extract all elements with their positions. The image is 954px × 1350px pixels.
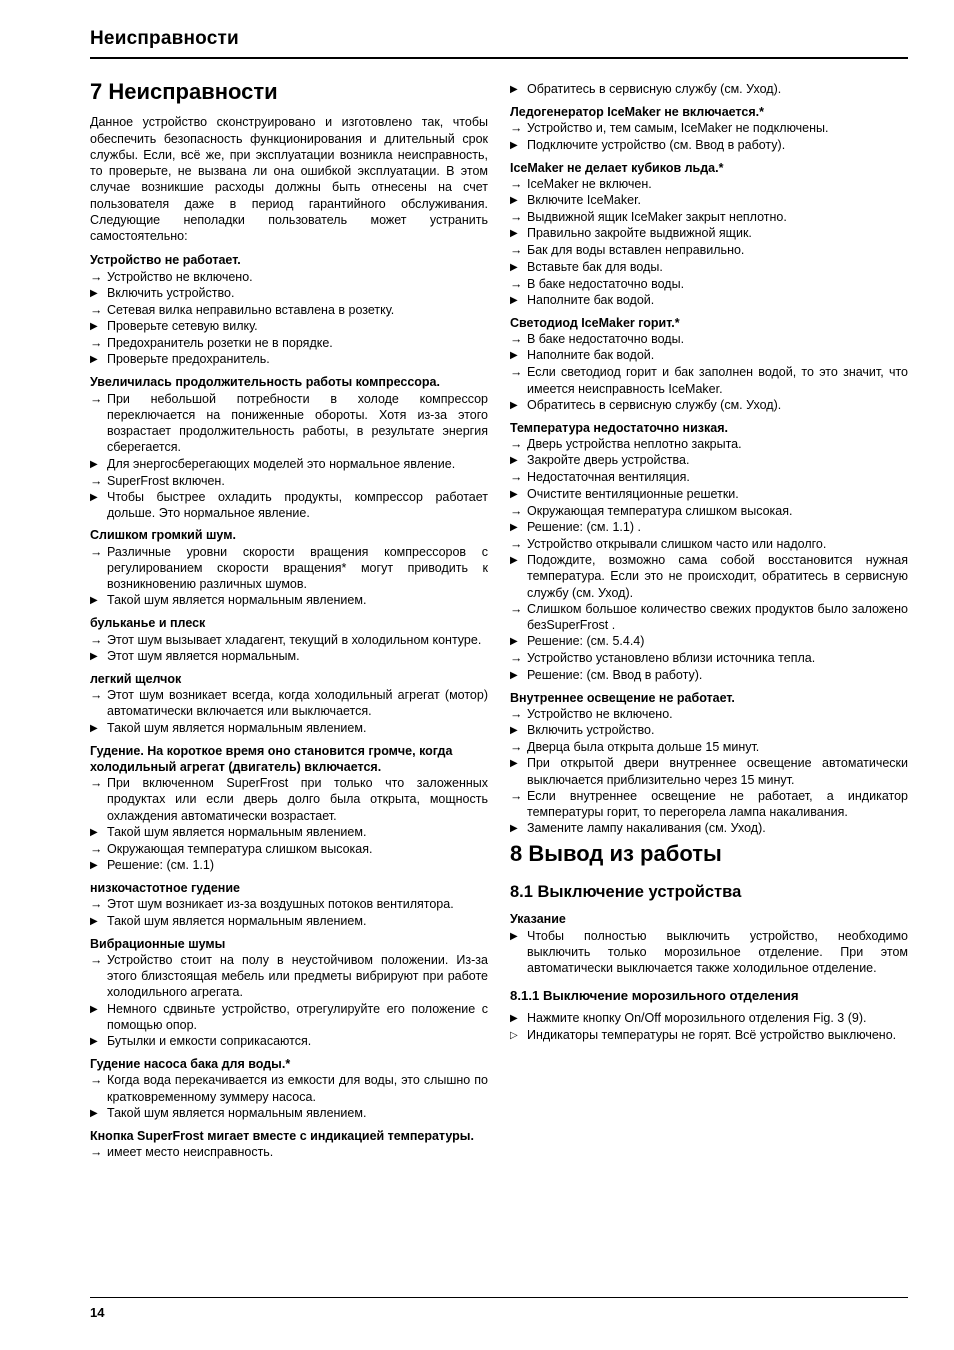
arrow-icon: → — [510, 332, 523, 346]
arrow-icon: → — [90, 688, 103, 703]
section-heading: Гудение насоса бака для воды.* — [90, 1057, 291, 1072]
action-item — [510, 225, 908, 242]
action-item — [90, 456, 488, 473]
arrow-icon: → — [510, 706, 523, 721]
arrow-icon: → — [510, 176, 523, 191]
cause-item — [510, 601, 908, 634]
two-column-layout — [90, 75, 908, 1160]
troubleshooting-section — [510, 160, 908, 309]
arrow-icon: → — [510, 503, 523, 518]
item-text: Такой шум является нормальным явлением. — [107, 1105, 367, 1120]
arrow-icon: → — [90, 269, 103, 284]
triangle-icon: ▶ — [90, 826, 98, 838]
cause-item — [90, 391, 488, 456]
item-text: Проверьте предохранитель. — [107, 352, 270, 367]
cause-item — [90, 473, 488, 489]
section-heading: Указание — [510, 912, 566, 927]
action-item — [510, 452, 908, 469]
item-text: Предохранитель розетки не в порядке. — [107, 336, 333, 351]
arrow-icon: → — [90, 336, 103, 351]
cause-item — [90, 775, 488, 824]
section-heading: Кнопка SuperFrost мигает вместе с индикацией температуры. — [90, 1128, 474, 1143]
troubleshooting-section — [510, 81, 908, 98]
arrow-icon: → — [90, 841, 103, 856]
action-item — [510, 81, 908, 98]
item-text: Когда вода перекачивается из емкости для воды, это слышно по кратковременному зуммеру насоса. — [107, 1073, 488, 1104]
arrow-icon: → — [90, 1145, 103, 1160]
item-text: Такой шум является нормальным явлением. — [107, 824, 367, 839]
troubleshooting-section — [90, 615, 488, 665]
cause-item — [510, 242, 908, 258]
item-text: Решение: (см. 1.1) . — [527, 519, 641, 534]
triangle-icon: ▶ — [510, 758, 518, 770]
cause-item — [510, 436, 908, 452]
arrow-icon: → — [90, 391, 103, 406]
troubleshooting-section — [90, 671, 488, 737]
cause-item — [510, 276, 908, 292]
item-text: Такой шум является нормальным явлением. — [107, 593, 367, 608]
arrow-icon: → — [90, 897, 103, 912]
action-item — [90, 720, 488, 737]
triangle-icon: ▶ — [90, 287, 98, 299]
item-text: Включить устройство. — [527, 723, 655, 737]
arrow-icon: → — [510, 601, 523, 616]
troubleshooting-section — [90, 1128, 488, 1161]
item-text: Если светодиод горит и бак заполнен водой, то это значит, что имеется неисправность IceMaker. — [527, 365, 908, 396]
triangle-icon: ▶ — [90, 595, 98, 607]
action-item — [510, 292, 908, 309]
cause-item — [90, 687, 488, 720]
page-number: 14 — [90, 1305, 105, 1320]
cause-item — [90, 841, 488, 857]
triangle-icon: ▶ — [90, 915, 98, 927]
cause-item — [510, 503, 908, 519]
action-item — [510, 397, 908, 414]
item-text: Устройство не включено. — [527, 706, 673, 721]
action-item — [90, 648, 488, 665]
troubleshooting-section — [510, 690, 908, 838]
item-text: Такой шум является нормальным явлением. — [107, 913, 367, 928]
item-text: Замените лампу накаливания (см. Уход). — [527, 821, 766, 836]
action-item — [510, 519, 908, 536]
section-heading: Увеличилась продолжительность работы компрессора. — [90, 375, 440, 390]
arrow-icon: → — [510, 365, 523, 380]
action-item — [510, 486, 908, 503]
action-item — [90, 592, 488, 609]
item-text: Различные уровни скорости вращения компрессоров с регулированием скорости вращения* могут приводить к возникновению различных шумов. — [107, 544, 488, 592]
item-text: Закройте дверь устройства. — [527, 453, 690, 468]
troubleshooting-section — [90, 936, 488, 1051]
cause-item — [510, 469, 908, 485]
triangle-icon: ▶ — [510, 399, 518, 411]
action-item — [510, 259, 908, 276]
item-text: Наполните бак водой. — [527, 292, 655, 307]
arrow-icon: → — [510, 470, 523, 485]
cause-item — [90, 544, 488, 593]
triangle-icon: ▶ — [90, 321, 98, 333]
item-text: Слишком большое количество свежих продуктов было заложено безSuperFrost . — [527, 601, 908, 632]
item-text: Индикаторы температуры не горят. Всё устройство выключено. — [527, 1028, 897, 1043]
arrow-icon: → — [510, 651, 523, 666]
item-text: IceMaker не включен. — [527, 176, 652, 191]
cause-item — [510, 706, 908, 722]
cause-item — [510, 650, 908, 666]
item-text: Чтобы полностью выключить устройство, необходимо выключить только морозильное отделение. При этом автоматически выключается также холодильное отделение. — [527, 928, 908, 976]
item-text: Подключите устройство (см. Ввод в работу). — [527, 137, 786, 152]
item-text: Устройство открывали слишком часто или надолго. — [527, 536, 827, 551]
arrow-icon: → — [90, 632, 103, 647]
section-heading: IceMaker не делает кубиков льда.* — [510, 160, 724, 175]
section-heading: Светодиод IceMaker горит.* — [510, 315, 680, 330]
troubleshooting-section — [510, 1010, 908, 1044]
section-heading: Слишком громкий шум. — [90, 528, 236, 543]
triangle-icon: ▶ — [90, 458, 98, 470]
cause-item — [510, 788, 908, 821]
section-heading: Температура недостаточно низкая. — [510, 420, 728, 435]
cause-item — [90, 896, 488, 912]
triangle-icon: ▶ — [510, 261, 518, 273]
cause-item — [510, 176, 908, 192]
triangle-icon: ▶ — [510, 823, 518, 835]
subchapter-heading: 8.1 Выключение устройства — [510, 882, 742, 901]
troubleshooting-section — [510, 315, 908, 414]
triangle-icon: ▶ — [510, 1013, 518, 1025]
section-heading: Устройство не работает. — [90, 253, 241, 268]
section-heading: Ледогенератор IceMaker не включается.* — [510, 105, 764, 119]
arrow-icon: → — [90, 776, 103, 791]
arrow-icon: → — [510, 536, 523, 551]
triangle-icon: ▶ — [90, 650, 98, 662]
item-text: Этот шум вызывает хладагент, текущий в холодильном контуре. — [107, 632, 482, 647]
item-text: В баке недостаточно воды. — [527, 332, 685, 346]
item-text: Для энергосберегающих моделей это нормальное явление. — [107, 456, 456, 471]
item-text: Вставьте бак для воды. — [527, 259, 663, 274]
item-text: В баке недостаточно воды. — [527, 276, 685, 291]
action-item — [510, 633, 908, 650]
outline-triangle-icon: ▷ — [510, 1030, 518, 1042]
action-item — [510, 192, 908, 209]
page-header-title: Неисправности — [90, 28, 239, 49]
cause-item — [510, 209, 908, 225]
action-item — [510, 137, 908, 154]
item-text: Решение: (см. 5.4.4) — [527, 634, 645, 649]
action-item — [90, 857, 488, 874]
action-item — [90, 913, 488, 930]
triangle-icon: ▶ — [510, 350, 518, 362]
arrow-icon: → — [510, 276, 523, 291]
triangle-icon: ▶ — [90, 1107, 98, 1119]
section-heading: Гудение. На короткое время оно становится громче, когда холодильный агрегат (двигатель) включается. — [90, 743, 453, 774]
section-heading: Внутреннее освещение не работает. — [510, 690, 735, 705]
cause-item — [90, 335, 488, 351]
triangle-icon: ▶ — [90, 1003, 98, 1015]
triangle-icon: ▶ — [90, 722, 98, 734]
arrow-icon: → — [90, 473, 103, 488]
item-text: Наполните бак водой. — [527, 348, 655, 363]
action-item — [90, 1001, 488, 1034]
item-text: Обратитесь в сервисную службу (см. Уход). — [527, 397, 782, 412]
right-column — [510, 75, 908, 1044]
triangle-icon: ▶ — [510, 195, 518, 206]
action-item — [510, 722, 908, 739]
item-text: При открытой двери внутреннее освещение автоматически выключается приблизительно через 15 минут. — [527, 756, 908, 787]
item-text: Проверьте сетевую вилку. — [107, 319, 258, 334]
troubleshooting-section — [90, 527, 488, 609]
arrow-icon: → — [510, 740, 523, 754]
section-heading: Вибрационные шумы — [90, 936, 226, 951]
triangle-icon: ▶ — [510, 930, 518, 942]
cause-item — [90, 632, 488, 648]
item-text: Решение: (см. 1.1) — [107, 858, 214, 873]
action-item — [510, 928, 908, 977]
footer-rule — [90, 1297, 908, 1298]
result-item — [510, 1027, 908, 1044]
item-text: Окружающая температура слишком высокая. — [107, 841, 373, 856]
triangle-icon: ▶ — [510, 555, 518, 566]
triangle-icon: ▶ — [510, 228, 518, 240]
arrow-icon: → — [510, 437, 523, 451]
item-text: Этот шум возникает из-за воздушных потоков вентилятора. — [107, 897, 454, 912]
item-text: Нажмите кнопку On/Off морозильного отделения Fig. 3 (9). — [527, 1011, 867, 1026]
arrow-icon: → — [90, 544, 103, 559]
item-text: Устройство не включено. — [107, 269, 253, 284]
action-item — [510, 667, 908, 684]
item-text: имеет место неисправность. — [107, 1145, 274, 1160]
item-text: При небольшой потребности в холоде компрессор переключается на пониженные обороты. Хотя из-за этого возрастает продолжительность работы, в результате энергия сберегается. — [107, 391, 488, 455]
triangle-icon: ▶ — [510, 636, 518, 648]
item-text: Чтобы быстрее охладить продукты, компрессор работает дольше. Это нормальное явление. — [107, 489, 488, 521]
item-text: Бутылки и емкости соприкасаются. — [107, 1034, 312, 1049]
cause-item — [510, 536, 908, 552]
triangle-icon: ▶ — [510, 84, 518, 95]
item-text: Этот шум возникает всегда, когда холодильный агрегат (мотор) автоматически включается или выключается. — [107, 688, 488, 719]
item-text: Устройство стоит на полу в неустойчивом положении. Из-за этого близстоящая мебель или предметы вибрируют при работе холодильного агрегата. — [107, 952, 488, 1000]
triangle-icon: ▶ — [510, 294, 518, 306]
troubleshooting-section — [510, 104, 908, 154]
triangle-icon: ▶ — [90, 1036, 98, 1048]
item-text: Правильно закройте выдвижной ящик. — [527, 226, 752, 241]
item-text: Устройство установлено вблизи источника тепла. — [527, 651, 816, 666]
arrow-icon: → — [510, 210, 523, 224]
item-text: При включенном SuperFrost при только что заложенных продуктах или если дверь долго была открыта, мощность охлаждения автоматически возрастает. — [107, 776, 488, 823]
subsection-heading: 8.1.1 Выключение морозильного отделения — [510, 988, 799, 1004]
item-text: Дверь устройства неплотно закрыта. — [527, 437, 742, 451]
action-item — [510, 755, 908, 788]
cause-item — [510, 739, 908, 755]
item-text: Обратитесь в сервисную службу (см. Уход). — [527, 82, 782, 96]
item-text: Если внутреннее освещение не работает, а индикатор температуры горит, то перегорела лампа накаливания. — [527, 788, 908, 819]
arrow-icon: → — [90, 952, 103, 967]
item-text: Включите IceMaker. — [527, 193, 642, 207]
left-column — [90, 75, 488, 1160]
cause-item — [90, 1072, 488, 1105]
action-item — [510, 552, 908, 601]
item-text: Очистите вентиляционные решетки. — [527, 486, 739, 501]
triangle-icon: ▶ — [510, 669, 518, 681]
triangle-icon: ▶ — [510, 521, 518, 533]
item-text: Окружающая температура слишком высокая. — [527, 503, 793, 518]
item-text: Решение: (см. Ввод в работу). — [527, 667, 703, 682]
action-item — [90, 351, 488, 368]
action-item — [510, 1010, 908, 1027]
troubleshooting-section — [90, 880, 488, 930]
action-item — [510, 347, 908, 364]
cause-item — [510, 364, 908, 397]
arrow-icon: → — [510, 243, 523, 258]
section-heading: низкочастотное гудение — [90, 881, 240, 896]
page-footer — [90, 1297, 908, 1320]
item-text: Дверца была открыта дольше 15 минут. — [527, 740, 760, 754]
item-text: Немного сдвиньте устройство, отрегулируйте его положение с помощью опор. — [107, 1001, 488, 1032]
action-item — [90, 285, 488, 302]
chapter-heading: 8 Вывод из работы — [510, 841, 722, 867]
item-text: Устройство и, тем самым, IceMaker не подключены. — [527, 121, 829, 136]
item-text: Бак для воды вставлен неправильно. — [527, 243, 745, 258]
troubleshooting-section — [90, 252, 488, 368]
action-item — [510, 820, 908, 837]
item-text: Сетевая вилка неправильно вставлена в розетку. — [107, 302, 395, 317]
triangle-icon: ▶ — [90, 354, 98, 366]
cause-item — [90, 302, 488, 318]
action-item — [90, 824, 488, 841]
header-rule — [90, 57, 908, 59]
cause-item — [90, 269, 488, 285]
paragraph: Данное устройство сконструировано и изготовлено так, чтобы обеспечить безопасность функционирования и длительный срок службы. Если, всё же, при эксплуатации возникла неисправность, то проверьте, не вызвана ли она ошибкой эксплуатации. В этом случае возникшие расходы должны быть отнесены на счет пользователя даже в период гарантийного обслуживания. Следующие неполадки пользователь может устранить самостоятельно: — [90, 115, 488, 244]
item-text: Включить устройство. — [107, 285, 235, 300]
item-text: Такой шум является нормальным явлением. — [107, 720, 367, 735]
item-text: Подождите, возможно сама собой восстановится нужная температура. Если это не происходит, обратитесь в сервисную службу (см. Уход). — [527, 553, 908, 600]
item-text: Выдвижной ящик IceMaker закрыт неплотно. — [527, 210, 787, 224]
arrow-icon: → — [90, 302, 103, 317]
troubleshooting-section — [90, 374, 488, 521]
item-text: SuperFrost включен. — [107, 473, 225, 488]
triangle-icon: ▶ — [90, 491, 98, 503]
chapter-heading: 7 Неисправности — [90, 79, 278, 104]
triangle-icon: ▶ — [510, 455, 518, 467]
action-item — [90, 1105, 488, 1122]
arrow-icon: → — [510, 788, 523, 803]
arrow-icon: → — [510, 121, 523, 136]
action-item — [90, 489, 488, 522]
troubleshooting-section — [510, 911, 908, 976]
cause-item — [90, 1144, 488, 1160]
section-heading: бульканье и плеск — [90, 616, 206, 631]
triangle-icon: ▶ — [510, 488, 518, 500]
troubleshooting-section — [510, 420, 908, 684]
item-text: Этот шум является нормальным. — [107, 648, 300, 663]
action-item — [90, 1033, 488, 1050]
triangle-icon: ▶ — [510, 139, 518, 151]
troubleshooting-section — [90, 1056, 488, 1122]
cause-item — [90, 952, 488, 1001]
arrow-icon: → — [90, 1073, 103, 1088]
action-item — [90, 318, 488, 335]
triangle-icon: ▶ — [90, 860, 98, 872]
cause-item — [510, 331, 908, 347]
triangle-icon: ▶ — [510, 725, 518, 736]
cause-item — [510, 120, 908, 136]
troubleshooting-section — [90, 743, 488, 875]
item-text: Недостаточная вентиляция. — [527, 470, 690, 485]
section-heading: легкий щелчок — [90, 671, 182, 686]
